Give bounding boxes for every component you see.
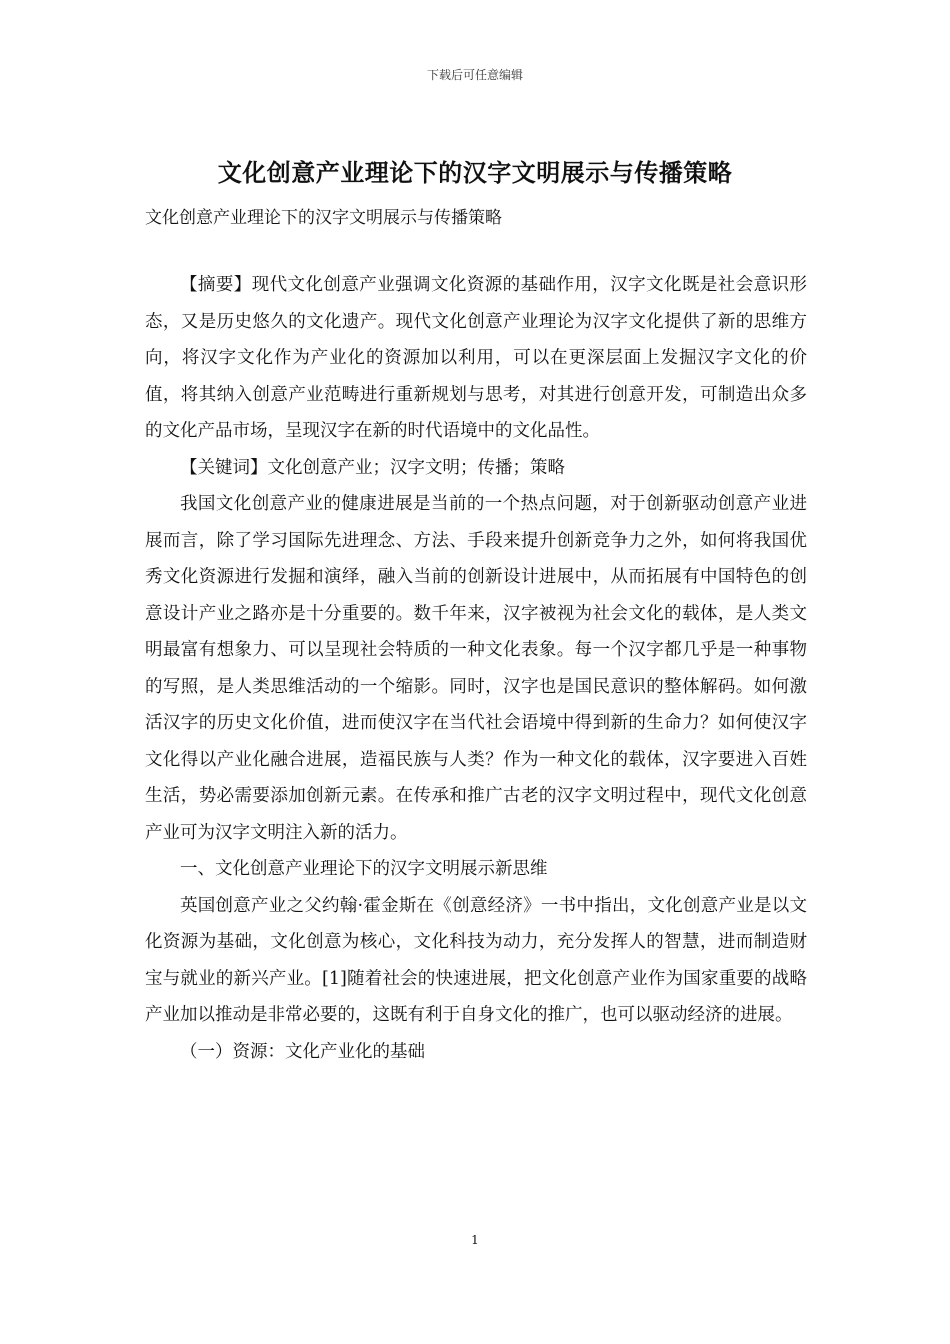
section-heading-1: 一、文化创意产业理论下的汉字文明展示新思维 <box>180 859 548 879</box>
intro-paragraph: 我国文化创意产业的健康进展是当前的一个热点问题，对于创新驱动创意产业进展而言，除了学习国际先进理念、方法、手段来提升创新竞争力之外，如何将我国优秀文化资源进行发掘和演绎，融入当前的创新设计进展中，从而拓展有中国特色的创意设计产业之路亦是十分重要的。数千年来，汉字被视为社会文化的载体，是人类文明最富有想象力、可以呈现社会特质的一种文化表象。每一个汉字都几乎是一种事物的写照，是人类思维活动的一个缩影。同时，汉字也是国民意识的整体解码。如何激活汉字的历史文化价值，进而使汉字在当代社会语境中得到新的生命力？如何使汉字文化得以产业化融合进展，造福民族与人类？作为一种文化的载体，汉字要进入百姓生活，势必需要添加创新元素。在传承和推广古老的汉字文明过程中，现代文化创意产业可为汉字文明注入新的活力。 <box>145 494 807 843</box>
keywords-paragraph: 【关键词】文化创意产业；汉字文明；传播；策略 <box>180 457 565 478</box>
page-number: 1 <box>471 1233 479 1247</box>
document-title: 文化创意产业理论下的汉字文明展示与传播策略 <box>217 158 733 187</box>
section-1-paragraph: 英国创意产业之父约翰·霍金斯在《创意经济》一书中指出，文化创意产业是以文化资源为基础，文化创意为核心，文化科技为动力，充分发挥人的智慧，进而制造财宝与就业的新兴产业。[1]随着社会的快速进展，把文化创意产业作为国家重要的战略产业加以推动是非常必要的，这既有利于自身文化的推广，也可以驱动经济的进展。 <box>145 895 807 1025</box>
document-subtitle: 文化创意产业理论下的汉字文明展示与传播策略 <box>145 208 502 228</box>
subsection-heading-1: （一）资源：文化产业化的基础 <box>180 1041 425 1062</box>
abstract-paragraph: 【摘要】现代文化创意产业强调文化资源的基础作用，汉字文化既是社会意识形态，又是历史悠久的文化遗产。现代文化创意产业理论为汉字文化提供了新的思维方向，将汉字文化作为产业化的资源加以利用，可以在更深层面上发掘汉字文化的价值，将其纳入创意产业范畴进行重新规划与思考，对其进行创意开发，可制造出众多的文化产品市场，呈现汉字在新的时代语境中的文化品性。 <box>145 275 807 441</box>
document-body <box>145 267 807 1070</box>
header-note: 下载后可任意编辑 <box>426 68 523 82</box>
